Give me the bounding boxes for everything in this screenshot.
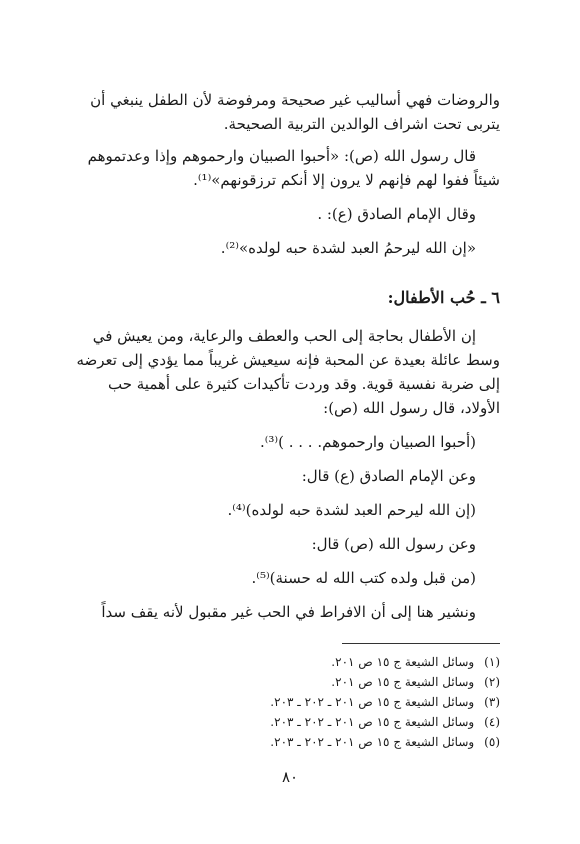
paragraph-line: إن الأطفال بحاجة إلى الحب والعطف والرعاية، ومن يعيش في bbox=[92, 327, 476, 345]
paragraph-line: الأولاد، قال رسول الله (ص): bbox=[323, 399, 500, 417]
paragraph-line: يتربى تحت اشراف الوالدين التربية الصحيحة. bbox=[223, 115, 500, 133]
paragraph-line: ونشير هنا إلى أن الافراط في الحب غير مقبول لأنه يقف سداً bbox=[101, 603, 476, 621]
footnote-number: (١) bbox=[484, 655, 500, 669]
footnote-text: وسائل الشيعة ج ١٥ ص ٢٠١ ـ ٢٠٢ ـ ٢٠٣. bbox=[270, 735, 475, 749]
footnote-divider bbox=[342, 643, 500, 644]
paragraph-line: شيئاً ففوا لهم فإنهم لا يرون إلا أنكم ترزقونهم»⁽¹⁾. bbox=[193, 171, 500, 189]
paragraph-line: وسط عائلة بعيدة عن المحبة فإنه سيعيش غريباً مما يؤدي إلى تعرضه bbox=[76, 351, 500, 369]
footnote-text: وسائل الشيعة ج ١٥ ص ٢٠١ ـ ٢٠٢ ـ ٢٠٣. bbox=[270, 715, 475, 729]
footnote bbox=[66, 692, 500, 712]
page-number: ٨٠ bbox=[281, 768, 299, 786]
paragraph-line: وعن الإمام الصادق (ع) قال: bbox=[301, 467, 476, 485]
footnote-number: (٥) bbox=[484, 735, 500, 749]
footnote-text: وسائل الشيعة ج ١٥ ص ٢٠١. bbox=[331, 675, 475, 689]
footnote bbox=[66, 732, 500, 752]
paragraph-line: والروضات فهي أساليب غير صحيحة ومرفوضة لأن الطفل ينبغي أن bbox=[90, 91, 500, 109]
footnote bbox=[66, 672, 500, 692]
quote-line: (أحبوا الصبيان وارحموهم. . . . )⁽³⁾. bbox=[259, 433, 476, 451]
footnote-number: (٤) bbox=[484, 715, 500, 729]
paragraph-line: إلى ضربة نفسية قوية. وقد وردت تأكيدات كثيرة على أهمية حب bbox=[108, 375, 500, 393]
paragraph-line: وقال الإمام الصادق (ع): . bbox=[317, 205, 476, 223]
footnote bbox=[66, 712, 500, 732]
paragraph-line: «إن الله ليرحمُ العبد لشدة حبه لولده»⁽²⁾. bbox=[220, 239, 476, 257]
quote-line: (من قبل ولده كتب الله له حسنة)⁽⁵⁾. bbox=[251, 569, 476, 587]
footnote-number: (٣) bbox=[484, 695, 500, 709]
section-heading: ٦ ـ حُب الأطفال: bbox=[387, 288, 500, 307]
footnote-number: (٢) bbox=[484, 675, 500, 689]
footnote-text: وسائل الشيعة ج ١٥ ص ٢٠١. bbox=[331, 655, 475, 669]
paragraph-line: قال رسول الله (ص): «أحبوا الصبيان وارحموهم وإذا وعدتموهم bbox=[87, 147, 476, 165]
footnote bbox=[66, 652, 500, 672]
paragraph-line: وعن رسول الله (ص) قال: bbox=[311, 535, 476, 553]
footnote-text: وسائل الشيعة ج ١٥ ص ٢٠١ ـ ٢٠٢ ـ ٢٠٣. bbox=[270, 695, 475, 709]
quote-line: (إن الله ليرحم العبد لشدة حبه لولده)⁽⁴⁾. bbox=[227, 501, 476, 519]
